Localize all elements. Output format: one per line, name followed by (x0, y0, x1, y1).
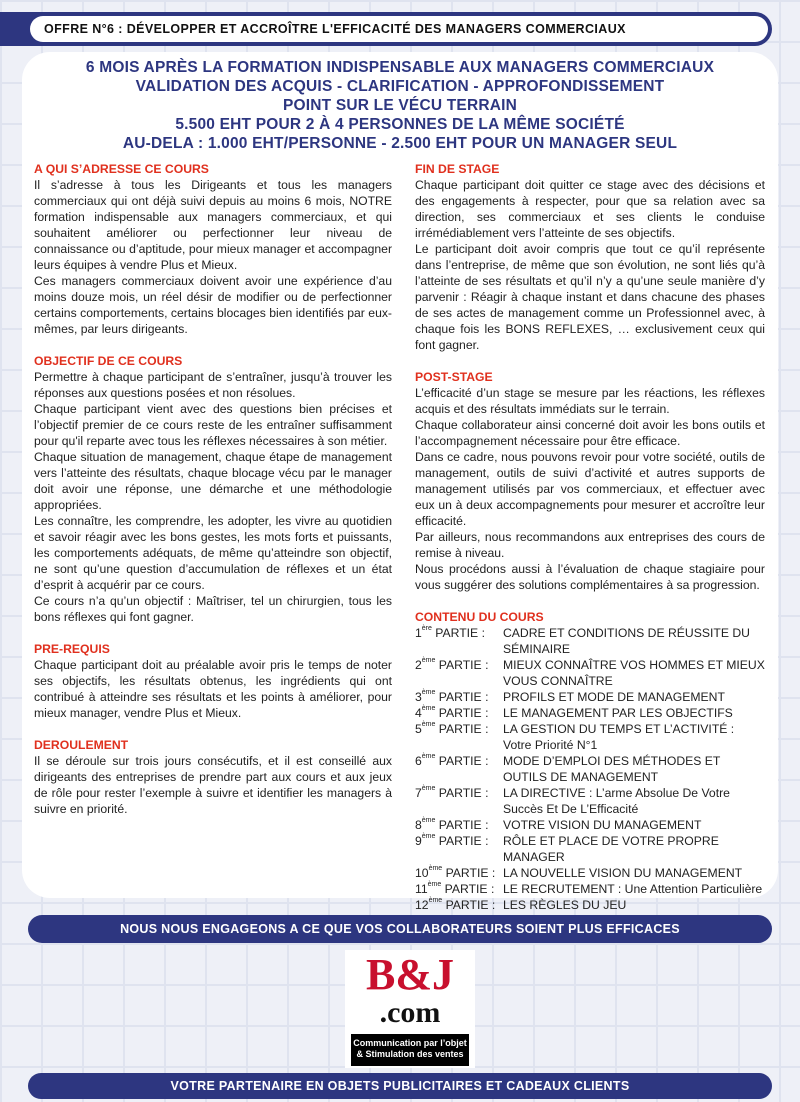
offer-title-bar (0, 12, 772, 46)
course-part-row (415, 833, 765, 865)
heading-line: 5.500 EHT POUR 2 À 4 PERSONNES DE LA MÊME SOCIÉTÉ (175, 116, 625, 133)
logo-brand: B&J (366, 950, 454, 999)
commitment-banner: NOUS NOUS ENGAGEONS A CE QUE VOS COLLABORATEURS SOIENT PLUS EFFICACES (28, 915, 772, 943)
course-part-row (415, 689, 765, 705)
course-part-label: 3ème PARTIE : (415, 689, 489, 704)
course-part-label: 6ème PARTIE : (415, 753, 489, 768)
paragraph: Par ailleurs, nous recommandons aux entreprises des cours de remise à niveau. (415, 530, 765, 560)
paragraph: Permettre à chaque participant de s’entraîner, jusqu’à trouver les réponses aux questions posées et non résolues. (34, 370, 392, 400)
paragraph: Ce cours n’a qu’un objectif : Maîtriser, tel un chirurgien, tous les bons réflexes qui font gagner. (34, 594, 392, 624)
course-part-title: LES RÈGLES DU JEU (503, 898, 627, 912)
section-title-fin: FIN DE STAGE (415, 162, 500, 176)
course-parts-list (415, 625, 765, 913)
course-part-label: 10ème PARTIE : (415, 865, 496, 880)
heading-line: POINT SUR LE VÉCU TERRAIN (282, 97, 518, 114)
course-part-row (415, 817, 765, 833)
course-part-title: CADRE ET CONDITIONS DE RÉUSSITE DU SÉMINAIRE (503, 626, 750, 656)
heading-line: VALIDATION DES ACQUIS - CLARIFICATION - APPROFONDISSEMENT (135, 78, 665, 95)
course-part-title: LA DIRECTIVE : L’arme Absolue De Votre Succès Et De L’Efficacité (503, 786, 730, 816)
heading-line: AU-DELA : 1.000 EHT/PERSONNE - 2.500 EHT POUR UN MANAGER SEUL (122, 135, 678, 152)
paragraph: Chaque participant vient avec des questions bien précises et l’objectif premier de ce cours reste de les entraîner suffisamment pour qu'il reparte avec tous les réflexes nécessaires à son métier. (34, 402, 392, 448)
paragraph: Le participant doit avoir compris que tout ce qu’il représente dans l’entreprise, de même que son évolution, ne sont liés qu’à l’atteinte de ses résultats et qu’il n’y a qu’une seule manière d’y parvenir : Réagir à chaque instant et dans chacune des phases de ses actes de management comme un Professionnel avec, à chaque fois les BONS REFLEXES, … exclusivement ceux qui font gagner. (415, 242, 765, 352)
course-part-row (415, 721, 765, 753)
section-title-prereq: PRE-REQUIS (34, 642, 110, 656)
course-part-row (415, 625, 765, 657)
course-part-label: 1ère PARTIE : (415, 625, 485, 640)
right-column (415, 161, 765, 913)
course-part-title: RÔLE ET PLACE DE VOTRE PROPRE MANAGER (503, 834, 719, 864)
paragraph: Il se déroule sur trois jours consécutifs, et il est conseillé aux dirigeants des entreprises de prendre part aux cours et aux jeux de rôle pour rester l’exemple à suivre et identifier les managers à suivre en priorité. (34, 754, 392, 816)
paragraph: Nous procédons aussi à l’évaluation de chaque stagiaire pour vous suggérer des solutions complémentaires à sa progression. (415, 562, 765, 592)
course-part-title: LA NOUVELLE VISION DU MANAGEMENT (503, 866, 743, 880)
paragraph: Chaque collaborateur ainsi concerné doit avoir les bons outils et l’accompagnement nécessaire pour être efficace. (415, 418, 765, 448)
course-part-row (415, 753, 765, 785)
course-part-label: 4ème PARTIE : (415, 705, 489, 720)
course-part-title: PROFILS ET MODE DE MANAGEMENT (503, 690, 725, 704)
heading-line: 6 MOIS APRÈS LA FORMATION INDISPENSABLE AUX MANAGERS COMMERCIAUX (85, 59, 715, 76)
course-part-title: LE MANAGEMENT PAR LES OBJECTIFS (503, 706, 733, 720)
section-title-contenu: CONTENU DU COURS (415, 610, 544, 624)
paragraph: Chaque participant doit au préalable avoir pris le temps de noter ses objectifs, les résultats obtenus, les ingrédients qui ont contribué à atteindre ses résultats et les points à améliorer, pour mieux manager, vendre Plus et Mieux. (34, 658, 392, 720)
course-part-title: LE RECRUTEMENT : Une Attention Particulière (503, 882, 763, 896)
course-part-row (415, 881, 765, 897)
course-part-label: 7ème PARTIE : (415, 785, 489, 800)
course-part-row (415, 897, 765, 913)
section-title-audience: A QUI S’ADRESSE CE COURS (34, 162, 209, 176)
paragraph: Chaque participant doit quitter ce stage avec des décisions et des engagements à respecter, pour que sa relation avec sa direction, ses commerciaux et ses clients le conduise irrémédiablement vers l’atteinte de ses objectifs. (415, 178, 765, 240)
course-part-title: MIEUX CONNAÎTRE VOS HOMMES ET MIEUX VOUS CONNAÎTRE (503, 658, 765, 688)
course-part-row (415, 705, 765, 721)
paragraph: Dans ce cadre, nous pouvons revoir pour votre société, outils de management, outils de suivi d’activité et autres supports de management utilisés par vos commerciaux, et effectuer avec eux un à deux accompagnements pour mesurer et accroître leur efficacité. (415, 450, 765, 528)
course-part-row (415, 865, 765, 881)
course-part-label: 2ème PARTIE : (415, 657, 489, 672)
course-part-label: 12ème PARTIE : (415, 897, 496, 912)
bj-logo (345, 950, 475, 1068)
paragraph: L’efficacité d’un stage se mesure par les réactions, les réflexes acquis et des résultats immédiats sur le terrain. (415, 386, 765, 416)
section-title-objective: OBJECTIF DE CE COURS (34, 354, 183, 368)
course-part-row (415, 657, 765, 689)
left-column (34, 161, 392, 817)
paragraph: Les connaître, les comprendre, les adopter, les vivre au quotidien et savoir réagir avec les bons gestes, les mots forts et puissants, les comportements adéquats, de même qu’atteindre son objectif, ne sont qu’une question d’accumulation de réflexes et un état d’esprit à acquérir par ce cours. (34, 514, 392, 592)
course-part-title: LA GESTION DU TEMPS ET L’ACTIVITÉ : Votre Priorité N°1 (503, 722, 735, 752)
logo-domain: .com (379, 996, 441, 1029)
course-part-label: 11ème PARTIE : (415, 881, 495, 896)
course-part-row (415, 785, 765, 817)
course-part-label: 8ème PARTIE : (415, 817, 489, 832)
paragraph: Chaque situation de management, chaque étape de management vers l’atteinte des résultats, chaque blocage vécu par le manager doit avoir une réponse, une démarche et une méthodologie appropriées. (34, 450, 392, 512)
paragraph: Ces managers commerciaux doivent avoir une expérience d’au moins douze mois, un réel désir de modifier ou de perfectionner certains comportements, certains blocages bien identifiés par eux-mêmes, par leurs dirigeants. (34, 274, 392, 336)
partner-banner: VOTRE PARTENAIRE EN OBJETS PUBLICITAIRES ET CADEAUX CLIENTS (28, 1073, 772, 1099)
course-part-title: MODE D’EMPLOI DES MÉTHODES ET OUTILS DE MANAGEMENT (503, 754, 721, 784)
section-title-poststage: POST-STAGE (415, 370, 493, 384)
main-heading (22, 58, 778, 153)
course-part-title: VOTRE VISION DU MANAGEMENT (503, 818, 702, 832)
section-title-deroulement: DEROULEMENT (34, 738, 129, 752)
course-part-label: 5ème PARTIE : (415, 721, 489, 736)
offer-title: OFFRE N°6 : DÉVELOPPER ET ACCROÎTRE L'EFFICACITÉ DES MANAGERS COMMERCIAUX (30, 16, 768, 42)
paragraph: Il s’adresse à tous les Dirigeants et tous les managers commerciaux qui ont déjà suivi depuis au moins 6 mois, NOTRE formation indispensable aux managers commerciaux, et qui souhaitent améliorer ou perfectionner leur niveau de connaissance ou d’aptitude, pour mieux manager et accompagner leurs équipes à vendre Plus et Mieux. (34, 178, 392, 272)
course-part-label: 9ème PARTIE : (415, 833, 489, 848)
logo-tagline: Communication par l’objet & Stimulation des ventes (351, 1034, 469, 1066)
